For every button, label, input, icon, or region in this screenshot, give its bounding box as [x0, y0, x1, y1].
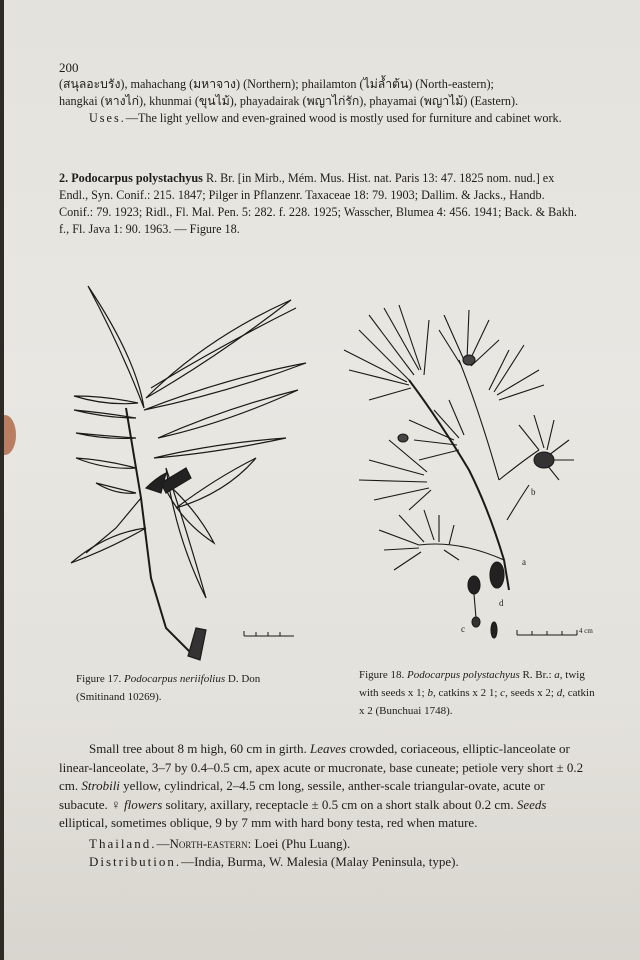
figure-18-caption [359, 666, 599, 720]
desc-flowers-label: ♀ flowers [110, 796, 163, 812]
desc-s4: solitary, axillary, receptacle ± 0.5 cm on a short stalk about 0.2 cm. [162, 796, 517, 812]
uses-text: —The light yellow and even-grained wood is mostly used for furniture and cabinet work. [125, 111, 562, 125]
fig18-label-d: d [499, 598, 504, 608]
species-name: Podocarpus polystachyus [71, 171, 203, 185]
fig18-label: Figure 18. [359, 669, 405, 681]
fig17-species: Podocarpus neriifolius [123, 673, 226, 685]
desc-s5: elliptical, sometimes oblique, 9 by 7 mm with hard bony testa, red when mature. [59, 815, 478, 830]
vernacular-line-1: (สนุลอะบรัง), mahachang (มหาจาง) (Northern); phailamton (ไม่ล้ำต้น) (North-eastern); [59, 77, 494, 91]
fig18-label-c: c [461, 624, 465, 634]
fig18-b-text: , catkins x 2 1; [432, 687, 501, 699]
thailand-line [59, 835, 594, 854]
fig18-c: c [500, 687, 506, 699]
vernacular-names-paragraph [59, 76, 579, 127]
fig18-label-a: a [522, 557, 526, 567]
thailand-region: —North-eastern: [156, 835, 252, 851]
page-number: 200 [59, 60, 79, 75]
distribution-line [59, 853, 594, 872]
fig18-d: d [556, 687, 563, 699]
distribution-text: —India, Burma, W. Malesia (Malay Peninsula, type). [181, 854, 459, 869]
book-page [4, 0, 640, 960]
desc-s1: Small tree about 8 m high, 60 cm in girth. [89, 741, 310, 756]
fig18-label-b: b [531, 487, 536, 497]
figure-17-illustration [66, 278, 326, 668]
desc-s3: yellow, cylindrical, 2–4.5 cm long, sessile, anther-scale triangular-ovate, acute or subacute. [59, 778, 545, 812]
desc-leaves-label: Leaves [309, 741, 347, 756]
species-citation: R. Br. [in Mirb., Mém. Mus. Hist. nat. Paris 13: 47. 1825 nom. nud.] ex Endl., Syn. Conif.: 215. 1847; Pilger in Pflanzenr. Taxaceae 18: 79. 1903; Dallim. & Jacks., Handb. Conif.: 79. 1923; Ridl., Fl. Mal. Pen. 5: 282. f. 228. 1925; Wasscher, Blumea 4: 456. 1941; Back. & Bakh. f., Fl. Java 1: 90. 1963. — Figure 18. [59, 171, 577, 236]
fig18-d-text: , catkin x 2 (Bunchuai 1748). [359, 687, 595, 717]
uses-label: Uses. [89, 111, 126, 125]
fig18-author: R. Br.: [519, 669, 552, 681]
thailand-text: Loei (Phu Luang). [251, 835, 351, 851]
fig18-species: Podocarpus polystachyus [406, 669, 520, 681]
thumb-edge [4, 415, 16, 455]
species-number: 2. [59, 171, 69, 185]
thailand-label: Thailand. [89, 835, 157, 851]
fig18-scale-label: 4 cm [579, 627, 593, 635]
fig18-a: a [554, 669, 560, 681]
fig18-c-text: , seeds x 2; [505, 687, 557, 699]
fig18-a-text: , twig with seeds x 1; [359, 669, 585, 699]
distribution-label: Distribution. [89, 854, 182, 869]
uses-paragraph [59, 110, 579, 127]
fig17-author: D. Don [225, 673, 261, 685]
description-paragraph [59, 740, 594, 833]
species-description [59, 740, 594, 872]
fig18-b: b [427, 687, 433, 699]
figure-18-illustration [339, 300, 599, 650]
vernacular-line-2: hangkai (หางไก่), khunmai (ขุนไม้), phayadairak (พญาไก่รัก), phayamai (พญาไม้) (Eastern). [59, 94, 519, 108]
fig17-specimen: (Smitinand 10269). [76, 691, 162, 703]
species-entry [59, 170, 579, 238]
fig17-label: Figure 17. [76, 673, 122, 685]
figure-17-caption [76, 670, 326, 706]
desc-strobili-label: Strobili [81, 778, 120, 793]
desc-seeds-label: Seeds [516, 796, 547, 812]
desc-s2: crowded, coriaceous, elliptic-lanceolate or linear-lanceolate, 3–7 by 0.4–0.5 cm, apex acute or mucronate, base cuneate; petiole very short ± 0.2 cm. [59, 741, 584, 793]
